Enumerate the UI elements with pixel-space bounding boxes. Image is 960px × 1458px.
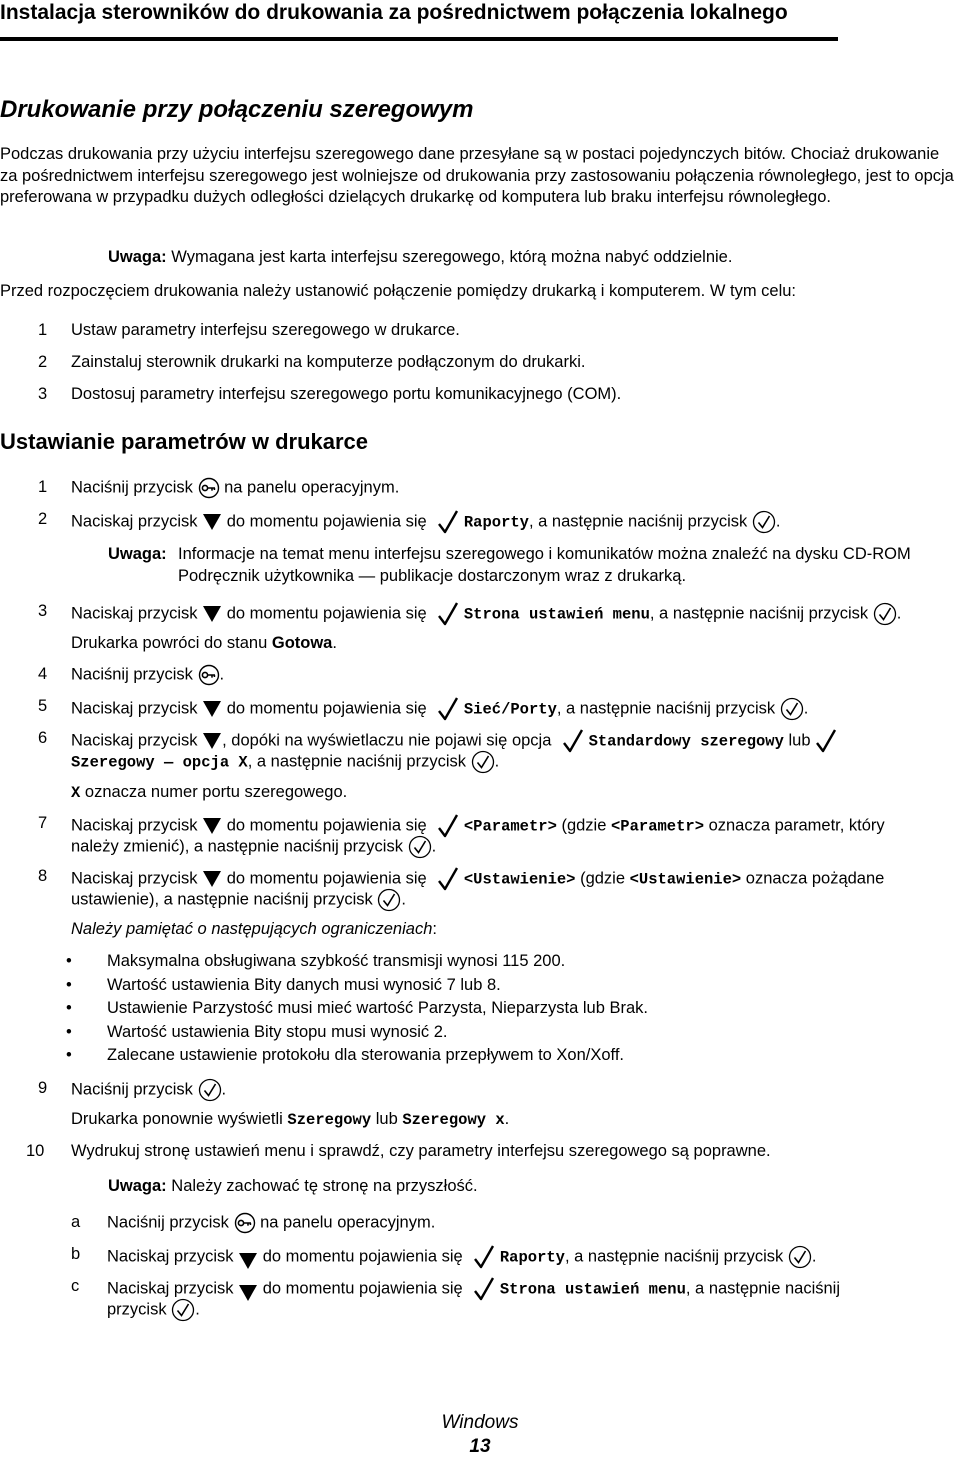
step-text-part: oznacza pożądane [741, 869, 885, 888]
select-button-icon [408, 835, 432, 859]
step-text-part: Drukarka ponownie wyświetli [71, 1110, 288, 1128]
note-text: Wymagana jest karta interfejsu szeregowego, którą można nabyć oddzielnie. [171, 248, 733, 266]
select-button-icon [873, 602, 897, 626]
step-text [71, 1078, 226, 1102]
down-arrow-icon [202, 817, 222, 835]
step-text-part: . [195, 1300, 200, 1319]
step-text [71, 477, 399, 499]
step-text-part: . [219, 665, 225, 684]
limit-item: Zalecane ustawienie protokołu dla sterowania przepływem to Xon/Xoff. [107, 1046, 624, 1064]
step-text [71, 601, 901, 627]
step-text-part: Naciśnij przycisk [71, 478, 193, 497]
step-text-part: do momentu pojawienia się [226, 816, 427, 835]
checkmark-icon [437, 601, 459, 627]
step-text [71, 835, 436, 859]
checkmark-icon [437, 813, 459, 839]
step-text-part: Naciskaj przycisk [71, 699, 198, 718]
step-text-part: Naciskaj przycisk [71, 604, 198, 623]
select-button-icon [198, 1078, 222, 1102]
display-text: Szeregowy [287, 1111, 372, 1129]
step-text-part: Naciskaj przycisk [71, 512, 198, 531]
step-text: Zainstaluj sterownik drukarki na komputerze podłączonym do drukarki. [71, 353, 586, 371]
substep-letter: c [71, 1277, 80, 1295]
intro-paragraph: Podczas drukowania przy użyciu interfejsu szeregowego dane przesyłane są w postaci pojedynczych bitów. Chociaż drukowanie za pośrednictwem interfejsu szeregowego jest wolniejsze od drukowania przy zastosowaniu połączenia równoległego, jest to opcja preferowana w przypadku dużych odległości dzielących drukarkę od komputera lub braku interfejsu równoległego. [0, 145, 954, 206]
step-text-part: , a następnie naciśnij przycisk [528, 512, 748, 531]
note-text: Należy zachować tę stronę na przyszłość. [171, 1177, 478, 1195]
step-text [71, 509, 780, 535]
down-arrow-icon [202, 732, 222, 750]
select-button-icon [171, 1298, 195, 1322]
select-button-icon [752, 510, 776, 534]
step-number: 3 [38, 385, 48, 403]
checkmark-icon [562, 728, 584, 754]
step-text [71, 750, 499, 774]
select-button-icon [471, 750, 495, 774]
step-extra [71, 633, 337, 655]
step-text-part: . [504, 1110, 510, 1128]
display-text: Strona ustawień menu [463, 605, 650, 624]
step-text [71, 696, 808, 722]
bullet: • [66, 952, 72, 970]
display-text: <Ustawienie> [463, 870, 576, 889]
footer-section-name: Windows [441, 1412, 519, 1433]
step-text-part: . [775, 512, 781, 531]
limits-intro [71, 919, 437, 941]
display-text: Strona ustawień menu [499, 1280, 686, 1299]
step-text-part: do momentu pojawienia się [226, 512, 427, 531]
display-text: Szeregowy — opcja X [71, 753, 248, 772]
note-keep-page [108, 1176, 478, 1198]
step-text [71, 664, 224, 686]
display-text: X [71, 784, 81, 802]
display-text: Raporty [463, 513, 529, 532]
step-text-part: Naciskaj przycisk [71, 731, 198, 750]
step-text-part: do momentu pojawienia się [226, 604, 427, 623]
step-text-part: Drukarka powróci do stanu [71, 634, 272, 652]
step-text: Ustaw parametry interfejsu szeregowego w drukarce. [71, 321, 460, 339]
step-number: 5 [38, 697, 48, 715]
display-text: <Ustawienie> [629, 870, 742, 889]
step-text-part: , a następnie naciśnij przycisk [556, 699, 776, 718]
section-title-printer-settings: Ustawianie parametrów w drukarce [0, 429, 369, 454]
step-text-part: do momentu pojawienia się [226, 699, 427, 718]
down-arrow-icon [202, 605, 222, 623]
footer-page-number: 13 [469, 1436, 491, 1457]
limit-item: Maksymalna obsługiwana szybkość transmisji wynosi 115 200. [107, 952, 566, 970]
step-text-part: . [221, 1080, 227, 1099]
bullet: • [66, 999, 72, 1017]
step-text-part: oznacza numer portu szeregowego. [80, 783, 348, 801]
substep-letter: a [71, 1213, 81, 1231]
step-number: 2 [38, 510, 48, 528]
display-text: Sieć/Porty [463, 700, 557, 719]
down-arrow-icon [202, 700, 222, 718]
step-text-part: , a następnie naciśnij [685, 1279, 840, 1298]
step-number: 7 [38, 814, 48, 832]
display-text: <Parametr> [610, 817, 704, 836]
substep-text [107, 1298, 200, 1322]
step-text-part: Naciśnij przycisk [107, 1213, 229, 1232]
checkmark-icon [473, 1244, 495, 1270]
display-text: Raporty [499, 1248, 565, 1267]
step-text-part: na panelu operacyjnym. [224, 478, 400, 497]
step-text-part: oznacza parametr, który [704, 816, 885, 835]
display-text: Standardowy szeregowy [588, 732, 784, 751]
step-number: 1 [38, 478, 48, 496]
step-extra [71, 1109, 509, 1132]
step-text-part: . [494, 752, 500, 771]
step-text-part: . [896, 604, 902, 623]
lead-paragraph: Przed rozpoczęciem drukowania należy ustanowić połączenie pomiędzy drukarką i komputerem. W tym celu: [0, 282, 797, 300]
step-text-part: . [332, 634, 337, 652]
limit-item: Ustawienie Parzystość musi mieć wartość Parzysta, Nieparzysta lub Brak. [107, 999, 649, 1017]
substep-letter: b [71, 1245, 81, 1263]
step-text-part: . [811, 1247, 817, 1266]
step-text-part: lub [788, 731, 811, 750]
display-text: Szeregowy x [402, 1111, 505, 1129]
step-number: 6 [38, 729, 48, 747]
step-text [71, 888, 406, 912]
down-arrow-icon [202, 870, 222, 888]
note-label: Uwaga: [108, 545, 167, 563]
checkmark-icon [437, 866, 459, 892]
step-text-part: . [803, 699, 809, 718]
bullet: • [66, 1046, 72, 1064]
bullet: • [66, 1023, 72, 1041]
checkmark-icon [437, 509, 459, 535]
substep-text [107, 1212, 435, 1234]
note-text: Informacje na temat menu interfejsu szeregowego i komunikatów można znaleźć na dysku CD-ROM [178, 545, 911, 563]
note-label: Uwaga: [108, 248, 167, 266]
menu-key-icon [234, 1212, 256, 1234]
down-arrow-icon [238, 1252, 258, 1270]
step-number: 1 [38, 321, 48, 339]
limits-intro-text: Należy pamiętać o następujących ograniczeniach [71, 920, 433, 938]
step-text-part: ustawienie), a następnie naciśnij przycisk [71, 890, 373, 909]
down-arrow-icon [202, 513, 222, 531]
step-text-part: Naciskaj przycisk [107, 1279, 234, 1298]
step-number: 3 [38, 602, 48, 620]
step-number: 10 [26, 1142, 45, 1160]
substep-text [107, 1244, 816, 1270]
limits-intro-colon: : [432, 920, 437, 938]
down-arrow-icon [238, 1284, 258, 1302]
step-text-part: na panelu operacyjnym. [260, 1213, 436, 1232]
step-text-part: do momentu pojawienia się [226, 869, 427, 888]
select-button-icon [377, 888, 401, 912]
step-text-part: do momentu pojawienia się [262, 1247, 463, 1266]
step-text: Wydrukuj stronę ustawień menu i sprawdź, czy parametry interfejsu szeregowego są poprawne. [71, 1142, 771, 1160]
step-number: 8 [38, 867, 48, 885]
checkmark-icon [437, 696, 459, 722]
step-text-part: przycisk [107, 1300, 167, 1319]
step-text-part: Naciskaj przycisk [107, 1247, 234, 1266]
step-text-part: do momentu pojawienia się [262, 1279, 463, 1298]
step-number: 2 [38, 353, 48, 371]
step-number: 9 [38, 1079, 48, 1097]
note-label: Uwaga: [108, 1177, 167, 1195]
menu-key-icon [198, 664, 220, 686]
limit-item: Wartość ustawienia Bity stopu musi wynosić 2. [107, 1023, 448, 1041]
menu-key-icon [198, 477, 220, 499]
step-extra [71, 782, 347, 805]
step-text-part: (gdzie [575, 869, 630, 888]
note-text: Podręcznik użytkownika — publikacje dostarczonym wraz z drukarką. [178, 567, 687, 585]
page-header-title: Instalacja sterowników do drukowania za pośrednictwem połączenia lokalnego [0, 1, 788, 24]
step-text-part: Naciskaj przycisk [71, 816, 198, 835]
bullet: • [66, 976, 72, 994]
step-text-part: Naciśnij przycisk [71, 665, 193, 684]
status-ready: Gotowa [271, 634, 333, 652]
step-text-part: należy zmienić), a następnie naciśnij przycisk [71, 837, 403, 856]
checkmark-icon [473, 1276, 495, 1302]
section-title-serial-printing: Drukowanie przy połączeniu szeregowym [0, 96, 474, 123]
step-text-part: . [401, 890, 406, 909]
step-text-part: , dopóki na wyświetlaczu nie pojawi się opcja [222, 731, 552, 750]
limit-item: Wartość ustawienia Bity danych musi wynosić 7 lub 8. [107, 976, 501, 994]
step-text-part: , a następnie naciśnij przycisk [564, 1247, 784, 1266]
substep-text [107, 1276, 840, 1302]
step-text-part: lub [371, 1110, 403, 1128]
step-text-part: (gdzie [556, 816, 611, 835]
step-number: 4 [38, 665, 48, 683]
step-text-part: Naciśnij przycisk [71, 1080, 193, 1099]
step-text-part: , a następnie naciśnij przycisk [247, 752, 467, 771]
step-text-part: Naciskaj przycisk [71, 869, 198, 888]
step-text-part: , a następnie naciśnij przycisk [649, 604, 869, 623]
select-button-icon [788, 1245, 812, 1269]
step-text-part: . [431, 837, 437, 856]
display-text: <Parametr> [463, 817, 557, 836]
step-text: Dostosuj parametry interfejsu szeregowego portu komunikacyjnego (COM). [71, 385, 622, 403]
select-button-icon [780, 697, 804, 721]
header-rule [0, 37, 838, 41]
note-serial-card [108, 247, 732, 269]
checkmark-icon [815, 728, 837, 754]
